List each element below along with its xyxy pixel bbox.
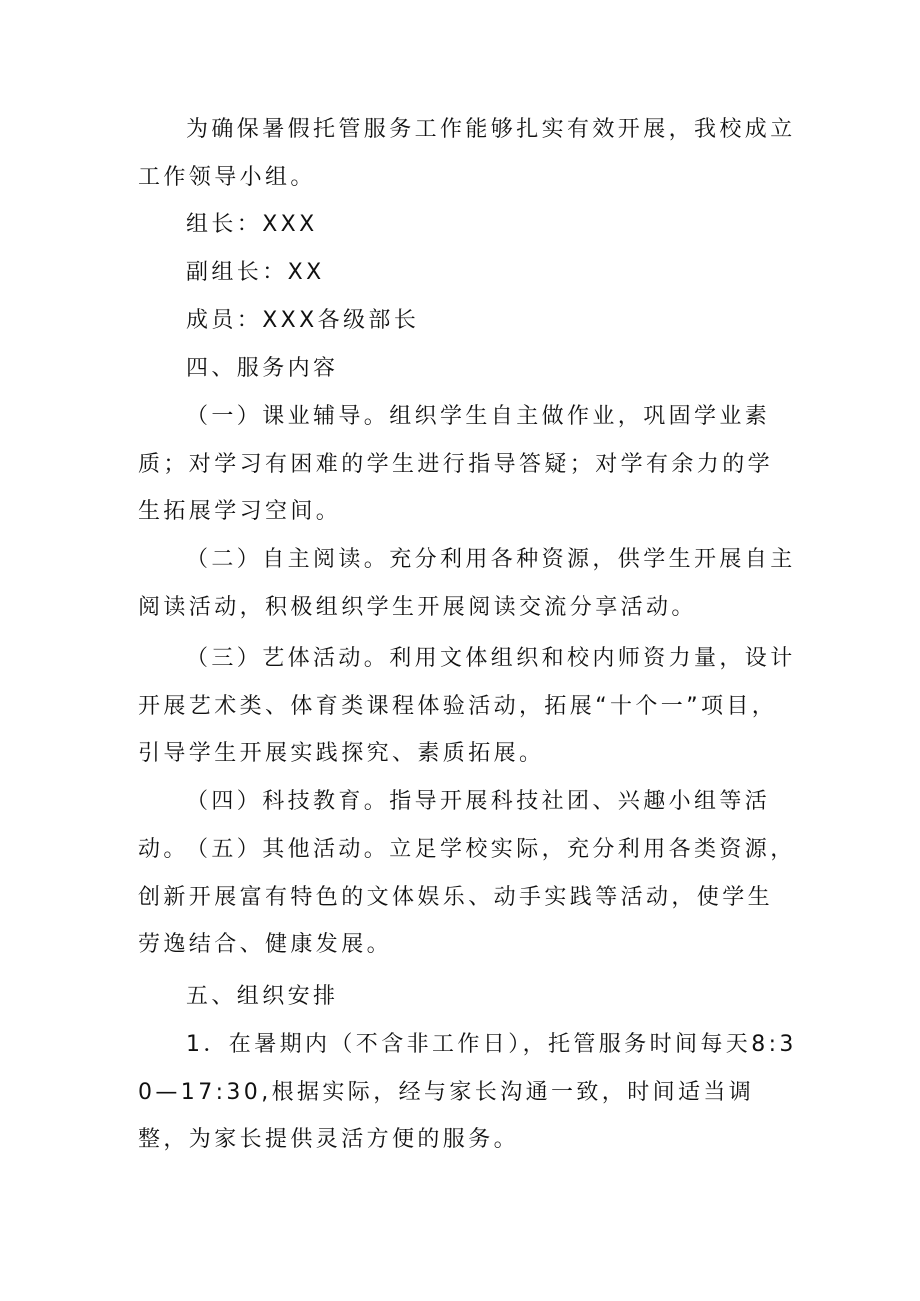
paragraph-tech-education: （四）科技教育。指导开展科技社团、兴趣小组等活动。 xyxy=(138,789,771,862)
paragraph-leadership-intro: 为确保暑假托管服务工作能够扎实有效开展，我校成立工作领导小组。 xyxy=(138,117,796,190)
paragraph-arts-sports: （三）艺体活动。利用文体组织和校内师资力量，设计开展艺术类、体育类课程体验活动，拓展“十个一”项目，引导学生开展实践探究、素质拓展。 xyxy=(138,646,796,766)
paragraph-homework-tutoring: （一）课业辅导。组织学生自主做作业，巩固学业素质；对学习有困难的学生进行指导答疑；对学有余力的学生拓展学习空间。 xyxy=(138,404,774,524)
section-heading-organization: 五、组织安排 xyxy=(186,984,339,1009)
paragraph-group-leader: 组长：XXX xyxy=(186,212,318,237)
section-heading-service-content: 四、服务内容 xyxy=(186,356,339,381)
paragraph-schedule: 1．在暑期内（不含非工作日），托管服务时间每天8:30—17:30,根据实际，经与家长沟通一致，时间适当调整，为家长提供灵活方便的服务。 xyxy=(138,1032,797,1152)
paragraph-independent-reading: （二）自主阅读。充分利用各种资源，供学生开展自主阅读活动，积极组织学生开展阅读交流分享活动。 xyxy=(138,547,796,620)
paragraph-other-activities: （五）其他活动。立足学校实际，充分利用各类资源，创新开展富有特色的文体娱乐、动手实践等活动，使学生劳逸结合、健康发展。 xyxy=(138,837,796,957)
paragraph-members: 成员：XXX各级部长 xyxy=(186,308,420,333)
paragraph-deputy-leader: 副组长：XX xyxy=(186,260,325,285)
